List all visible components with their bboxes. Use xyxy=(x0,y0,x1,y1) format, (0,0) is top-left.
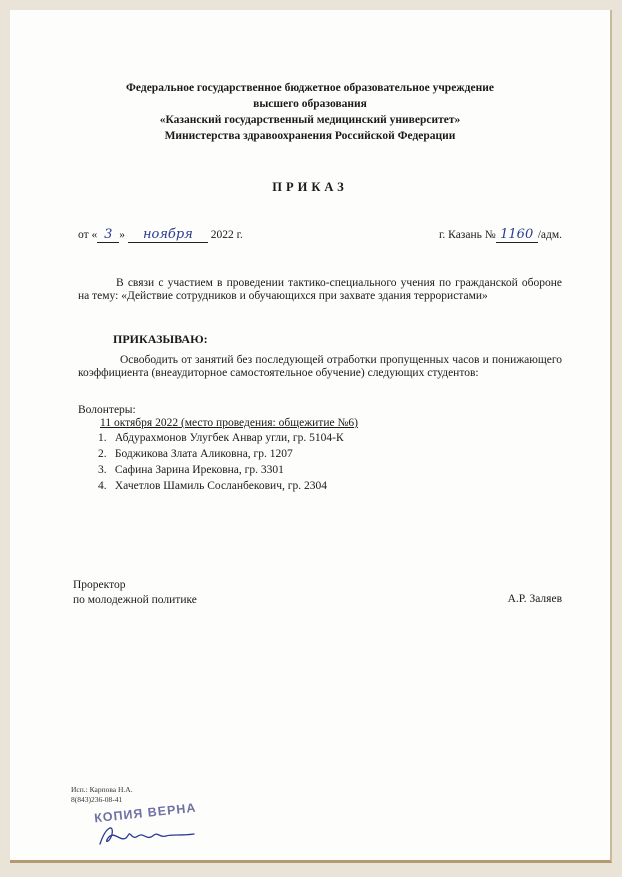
executor-phone: 8(843)236-08-41 xyxy=(71,795,123,804)
date-prefix: от « xyxy=(78,229,98,241)
list-item xyxy=(98,430,344,446)
executor-name: Исп.: Карпова Н.А. xyxy=(71,785,133,794)
organization-header xyxy=(10,80,610,144)
header-line-1: Федеральное государственное бюджетное образовательное учреждение xyxy=(126,82,494,94)
list-text: Хачетлов Шамиль Сосланбекович, гр. 2304 xyxy=(114,480,327,492)
list-number: 4. xyxy=(98,480,107,492)
day-handwritten: 3 xyxy=(104,227,113,242)
copy-stamp: КОПИЯ ВЕРНА xyxy=(93,800,197,826)
signatory-name: А.Р. Заляев xyxy=(507,593,562,605)
number-handwritten: 1160 xyxy=(500,227,534,242)
header-line-4: Министерства здравоохранения Российской Федерации xyxy=(164,130,456,142)
header-line-3: «Казанский государственный медицинский университет» xyxy=(159,114,461,126)
event-date: 11 октября 2022 (место проведения: общежитие №6) xyxy=(100,417,359,429)
list-text: Боджикова Злата Аликовна, гр. 1207 xyxy=(114,448,293,460)
list-number: 3. xyxy=(98,464,107,476)
month-handwritten: ноября xyxy=(142,227,193,242)
month-field xyxy=(128,228,208,243)
number-suffix: /адм. xyxy=(537,229,562,241)
list-text: Абдурахмонов Улугбек Анвар угли, гр. 5104-К xyxy=(114,432,344,444)
date-year: 2022 г. xyxy=(210,229,243,241)
handwritten-signature-icon xyxy=(98,820,198,850)
city-prefix: г. Казань № xyxy=(439,229,496,241)
position-line-1: Проректор xyxy=(73,579,126,591)
document-page xyxy=(10,10,612,863)
position-line-2: по молодежной политике xyxy=(73,594,197,606)
executor-info xyxy=(71,785,133,805)
preamble-paragraph: В связи с участием в проведении тактико-специального учения по гражданской обороне на тему: «Действие сотрудников и обучающихся при захвате здания террористами» xyxy=(78,277,562,302)
header-line-2: высшего образования xyxy=(253,98,367,110)
list-number: 1. xyxy=(98,432,107,444)
list-item xyxy=(98,462,344,478)
order-paragraph: Освободить от занятий без последующей отработки пропущенных часов и понижающего коэффициента (внеаудиторное самостоятельное обучение) следующих студентов: xyxy=(78,354,562,379)
order-number xyxy=(439,228,562,243)
date-mid: » xyxy=(119,229,125,241)
signatory-position xyxy=(73,578,197,608)
list-number: 2. xyxy=(98,448,107,460)
date-number-line xyxy=(78,228,562,248)
volunteers-label: Волонтеры: xyxy=(78,404,136,416)
number-field xyxy=(496,228,538,243)
document-title: ПРИКАЗ xyxy=(272,180,348,194)
list-item xyxy=(98,478,344,494)
student-list xyxy=(98,430,344,494)
list-text: Сафина Зарина Ирековна, гр. 3301 xyxy=(114,464,284,476)
order-word: ПРИКАЗЫВАЮ: xyxy=(113,332,208,346)
order-date xyxy=(78,228,243,243)
day-field xyxy=(97,228,119,243)
list-item xyxy=(98,446,344,462)
